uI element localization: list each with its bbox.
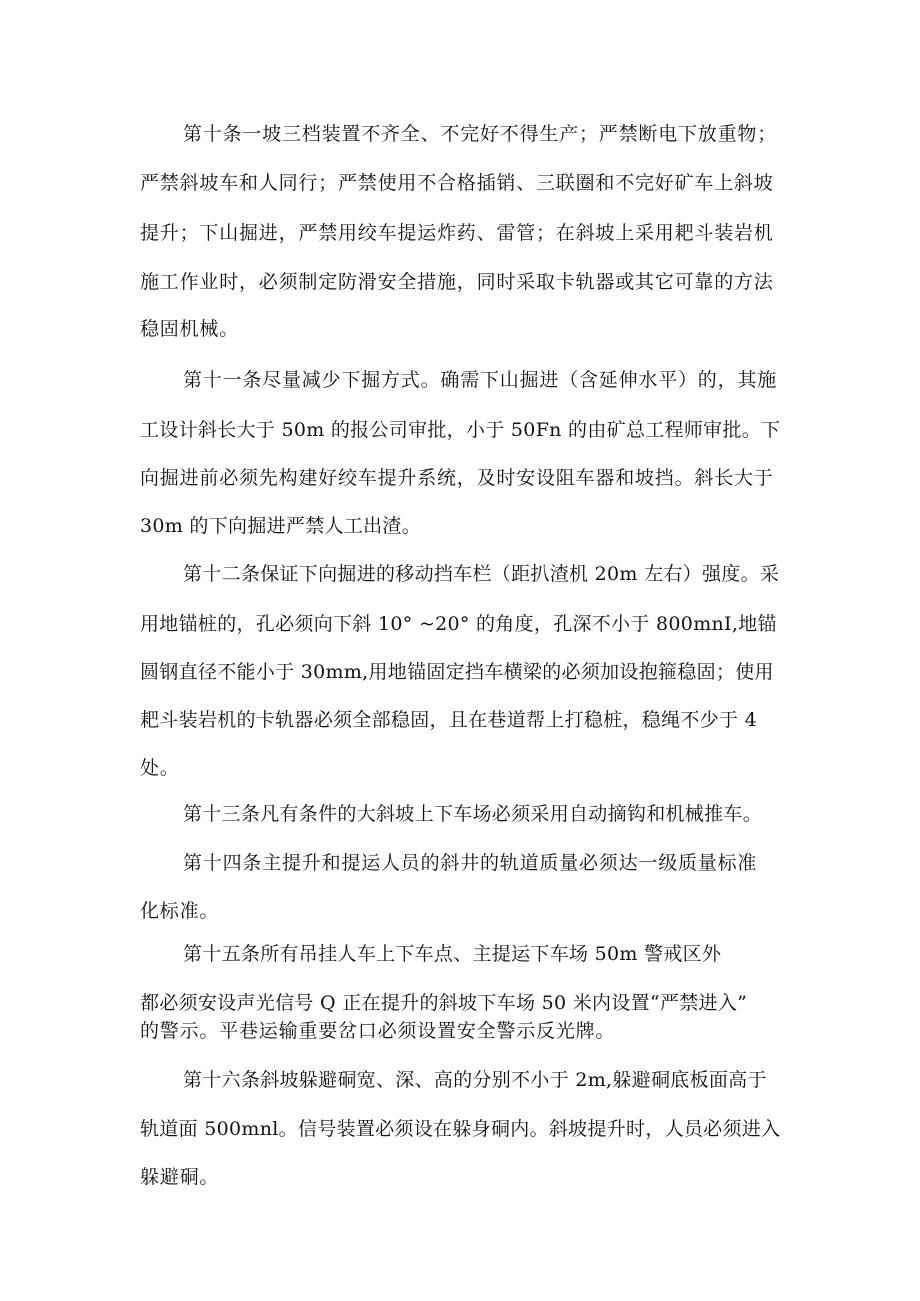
paragraph-16-line-2: 轨道面 500mnl。信号装置必须设在躲身硐内。斜坡提升时，人员必须进入 [140, 1118, 781, 1140]
paragraph-16-line-3: 躲避硐。 [140, 1166, 220, 1188]
paragraph-12-line-5: 处。 [140, 757, 180, 779]
paragraph-12-line-3: 圆钢直径不能小于 30mm,用地锚固定挡车横梁的必须加设抱箍稳固；使用 [140, 661, 774, 683]
paragraph-11-line-1: 第十一条尽量减少下掘方式。确需下山掘进（含延伸水平）的，其施 [183, 369, 778, 391]
paragraph-10-line-4: 施工作业时，必须制定防滑安全措施，同时采取卡轨器或其它可靠的方法 [140, 271, 774, 293]
paragraph-14-line-1: 第十四条主提升和提运人员的斜井的轨道质量必须达一级质量标准 [183, 852, 758, 874]
paragraph-15-line-1: 第十五条所有吊挂人车上下车点、主提运下车场 50m 警戒区外 [183, 943, 722, 965]
paragraph-14-line-2: 化标准。 [140, 900, 220, 922]
paragraph-10-line-2: 严禁斜坡车和人同行；严禁使用不合格插销、三联圈和不完好矿车上斜坡 [140, 172, 774, 194]
paragraph-11-line-2: 工设计斜长大于 50m 的报公司审批，小于 50Fn 的由矿总工程师审批。下 [140, 419, 781, 441]
paragraph-15-line-3: 的警示。平巷运输重要岔口必须设置安全警示反光牌。 [140, 1020, 616, 1042]
paragraph-10-line-5: 稳固机械。 [140, 318, 240, 340]
paragraph-16-line-1: 第十六条斜坡躲避硐宽、深、高的分别不小于 2m,躲避硐底板面高于 [183, 1069, 767, 1091]
paragraph-12-line-4: 耙斗装岩机的卡轨器必须全部稳固，且在巷道帮上打稳桩，稳绳不少于 4 [140, 709, 758, 731]
paragraph-11-line-3: 向掘进前必须先构建好绞车提升系统，及时安设阻车器和坡挡。斜长大于 [140, 467, 774, 489]
paragraph-11-line-4: 30m 的下向掘进严禁人工出渣。 [140, 515, 422, 537]
paragraph-13-line-1: 第十三条凡有条件的大斜坡上下车场必须采用自动摘钩和机械推车。 [183, 803, 763, 825]
paragraph-15-line-2: 都必须安设声光信号 Q 正在提升的斜坡下车场 50 米内设置“严禁进入” [140, 992, 748, 1014]
paragraph-10-line-3: 提升；下山掘进，严禁用绞车提运炸药、雷管；在斜坡上采用耙斗装岩机 [140, 222, 774, 244]
paragraph-10-line-1: 第十条一坡三档装置不齐全、不完好不得生产；严禁断电下放重物； [183, 123, 778, 145]
paragraph-12-line-2: 用地锚桩的，孔必须向下斜 10° ~20° 的角度，孔深不小于 800mnI,地锚 [140, 613, 777, 635]
paragraph-12-line-1: 第十二条保证下向掘进的移动挡车栏（距扒渣机 20m 左右）强度。采 [183, 563, 780, 585]
